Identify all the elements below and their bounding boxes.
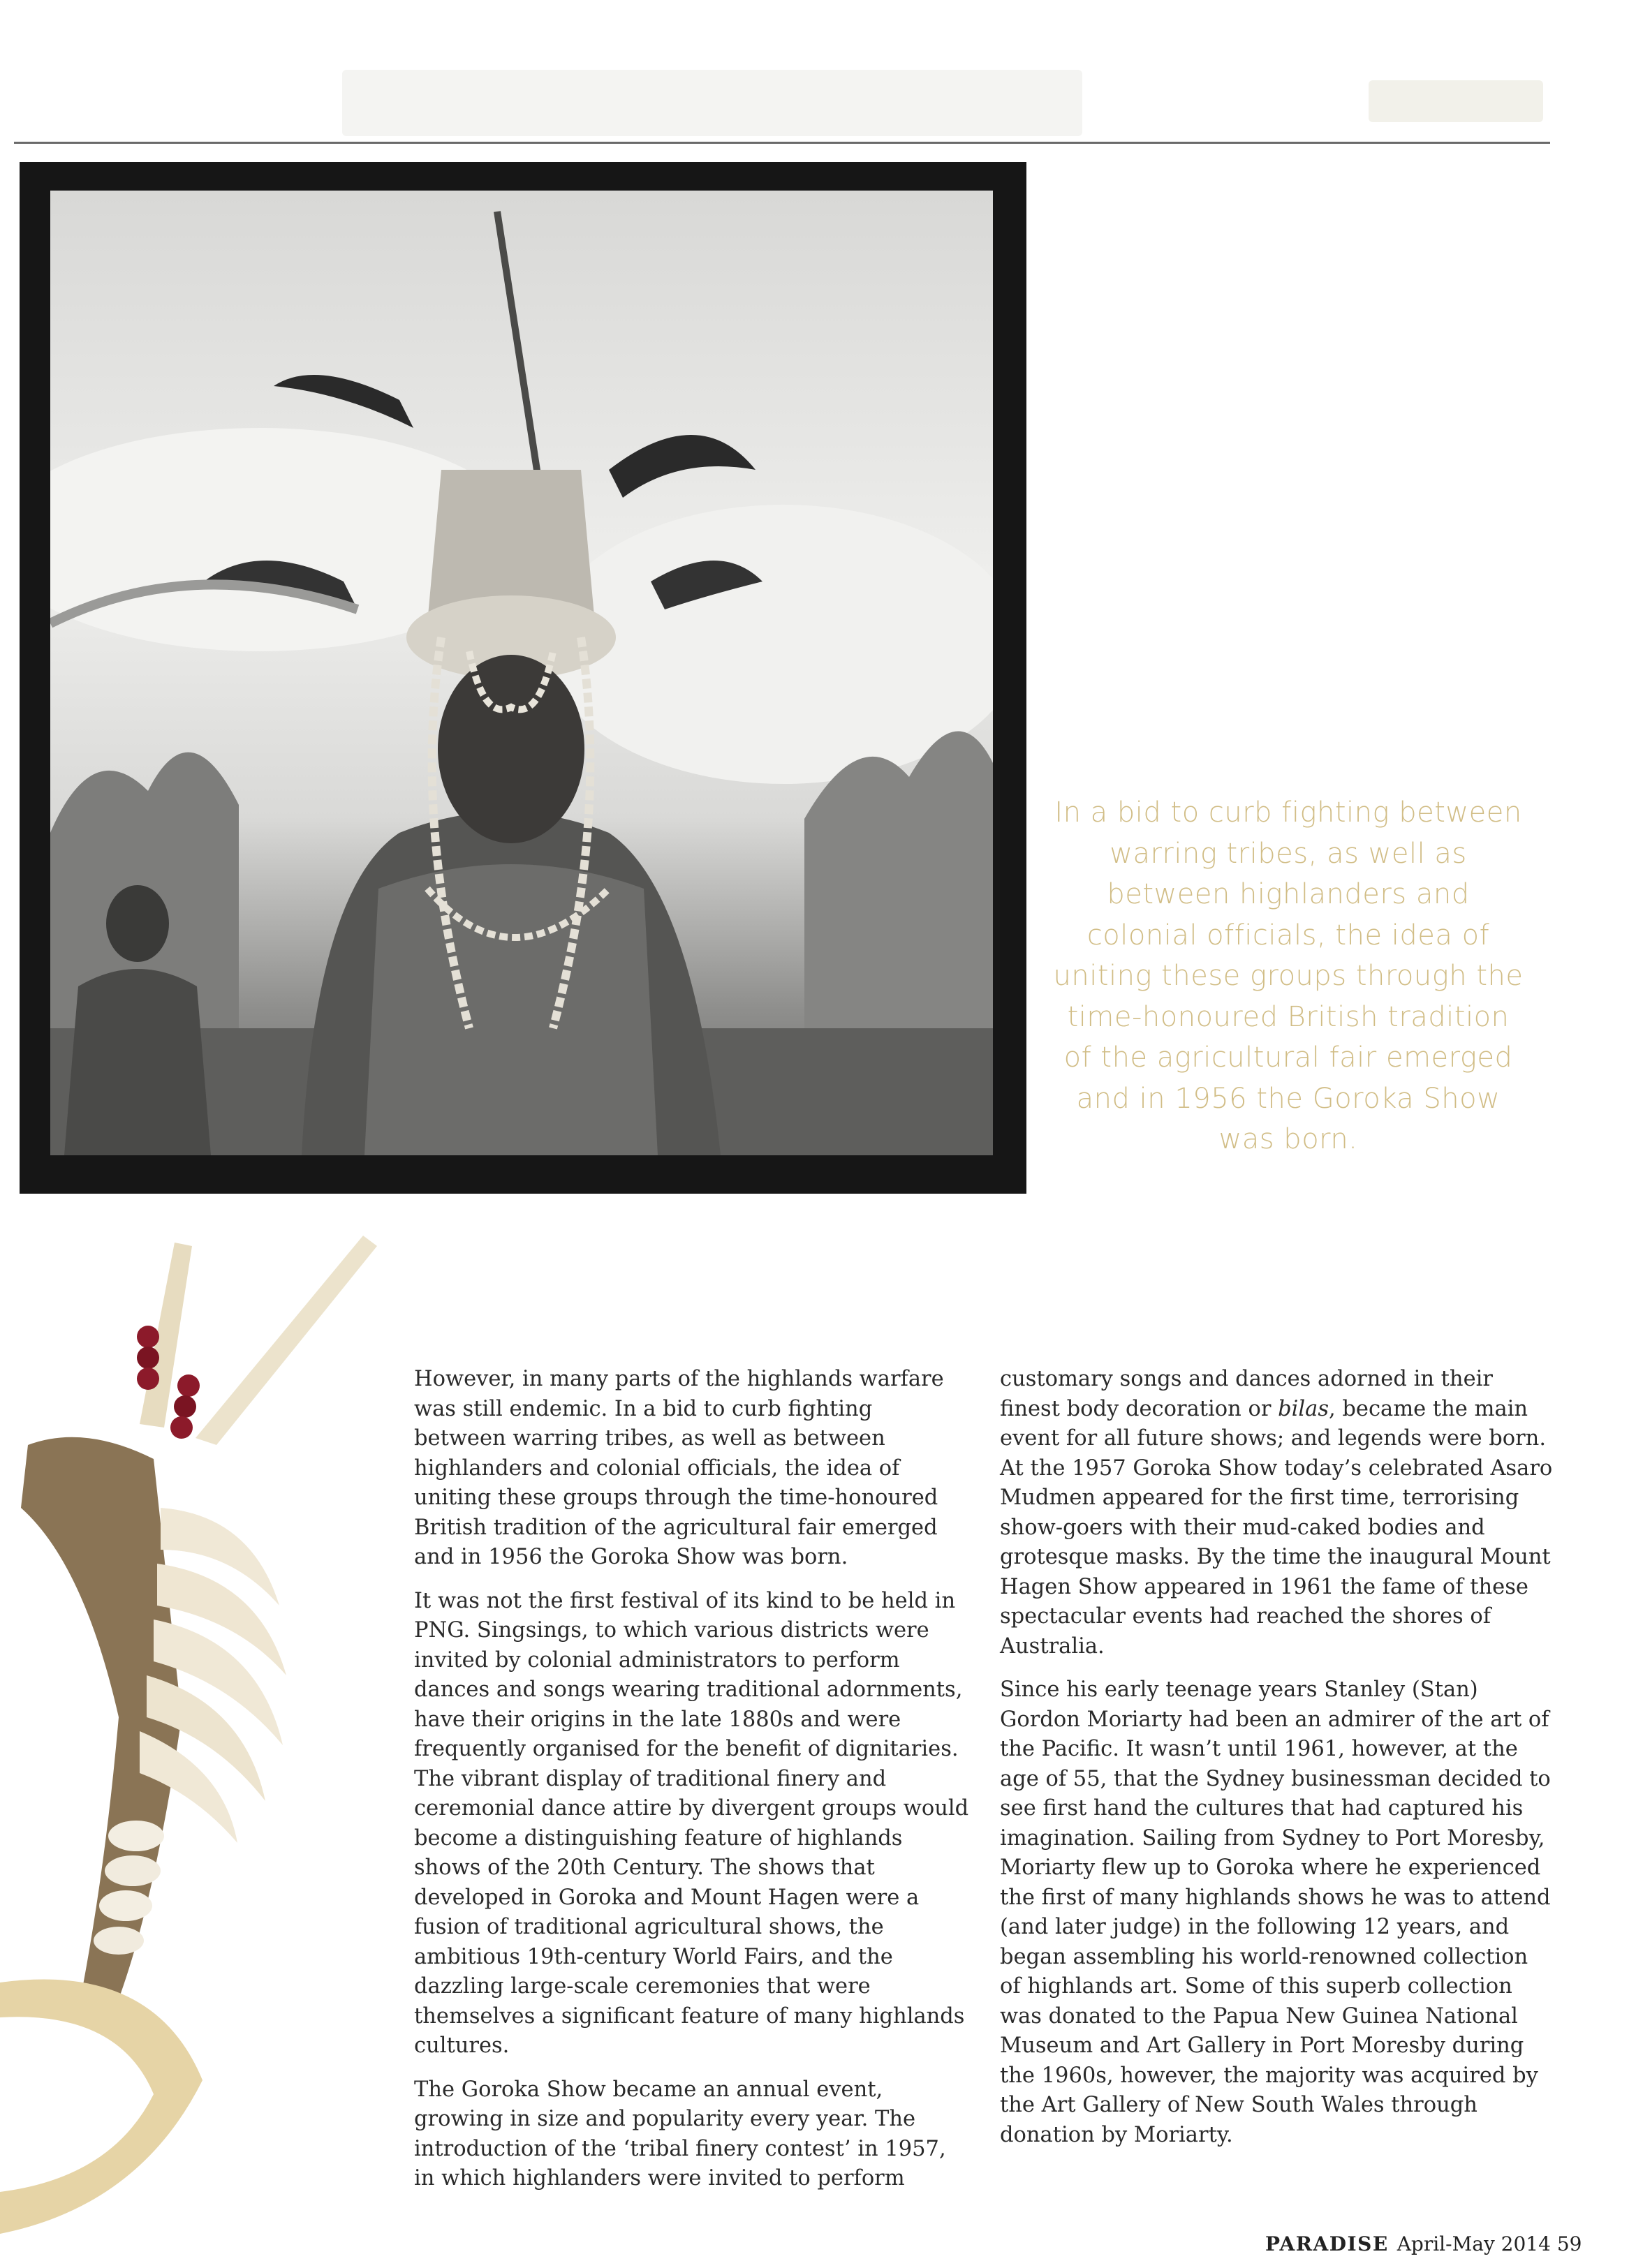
red-bead [137, 1326, 159, 1348]
dancer-face [438, 655, 584, 843]
article-column-right [1000, 1365, 1555, 2164]
article-paragraph: Since his early teenage years Stanley (Stan) Gordon Moriarty had been an admirer of the art of the Pacific. It wasn’t until 1961, however, at the age of 55, that the Sydney businessman decided to see first hand the cultures that had captured his imagination. Sailing from Sydney to Port Moresby, Moriarty flew up to Goroka where he experienced the first of many highlands shows he was to attend (and later judge) in the following 12 years, and began assembling his world-renowned collection of highlands art. Some of this superb collection was donated to the Papua New Guinea National Museum and Art Gallery in Port Moresby during the 1960s, however, the majority was acquired by the Art Gallery of New South Wales through donation by Moriarty. [1000, 1677, 1551, 2147]
article-column-left [414, 1365, 969, 2208]
background-figure-body [64, 969, 211, 1155]
feather-shape [274, 375, 413, 428]
article-paragraph [1000, 1365, 1555, 1661]
red-bead [177, 1374, 200, 1397]
header-ghost-section [1369, 80, 1543, 122]
cowrie-shell [94, 1927, 144, 1955]
string-bag-top [364, 864, 658, 1155]
paragraph-text: , became the main event for all future shows; and legends were born. At the 1957 Goroka Show today’s celebrated Asaro Mudmen appeared for the first time, terrorising show-goers with their mud-caked bodies and grotesque masks. By the time the inaugural Mount Hagen Show appeared in 1961 the fame of these spectacular events had reached the shores of Australia. [1000, 1396, 1553, 1659]
shell-spike [196, 1236, 377, 1445]
paragraph-text: customary songs and dances adorned in their finest body decoration or [1000, 1367, 1493, 1421]
cowrie-shell [108, 1821, 164, 1851]
red-bead [170, 1416, 193, 1439]
headdress-stick [497, 212, 539, 484]
magazine-name: PARADISE [1265, 2232, 1389, 2255]
shell-necklace-artifact-image [0, 1215, 391, 2234]
pull-quote: In a bid to curb fighting between warring tribes, as well as between highlanders and colonial officials, the idea of uniting these groups through the time-honoured British tradition of the agricultural fair emerged and in 1956 the Goroka Show was born. [1053, 796, 1524, 1155]
dancer-photo [50, 191, 993, 1155]
feather-shape [609, 435, 756, 498]
article-paragraph: However, in many parts of the highlands warfare was still endemic. In a bid to curb fighting between warring tribes, as well as between highlanders and colonial officials, the idea of uniting these groups through the time-honoured British tradition of the agricultural fair emerged and in 1956 the Goroka Show was born. [414, 1367, 944, 1569]
page-number: 59 [1556, 2232, 1582, 2255]
red-bead [174, 1395, 196, 1418]
red-bead [137, 1368, 159, 1390]
cowrie-shell [105, 1855, 161, 1886]
woven-cord [21, 1437, 182, 2017]
issue-date: April-May 2014 [1397, 2232, 1551, 2255]
header-ghost-title [342, 70, 1082, 136]
article-paragraph: The Goroka Show became an annual event, growing in size and popularity every year. The introduction of the ‘tribal finery contest’ in 1957, in which highlanders were invited to perform [414, 2077, 946, 2191]
cowrie-shell [99, 1890, 152, 1921]
dancer-photo-illustration [50, 191, 993, 1155]
red-bead [137, 1347, 159, 1369]
background-figure-head [106, 885, 169, 962]
italic-term: bilas [1278, 1396, 1329, 1421]
page-footer [1265, 2232, 1582, 2255]
header-rule [14, 142, 1550, 144]
article-paragraph: It was not the first festival of its kind to be held in PNG. Singsings, to which various districts were invited by colonial administrators to perform dances and songs wearing traditional adornments, have their origins in the late 1880s and were frequently organised for the benefit of dignitaries. The vibrant display of traditional finery and ceremonial dance attire by divergent groups would become a distinguishing feature of highlands shows of the 20th Century. The shows that developed in Goroka and Mount Hagen were a fusion of traditional agricultural shows, the ambitious 19th-century World Fairs, and the dazzling large-scale ceremonies that were themselves a significant feature of many highlands cultures. [414, 1588, 969, 2058]
